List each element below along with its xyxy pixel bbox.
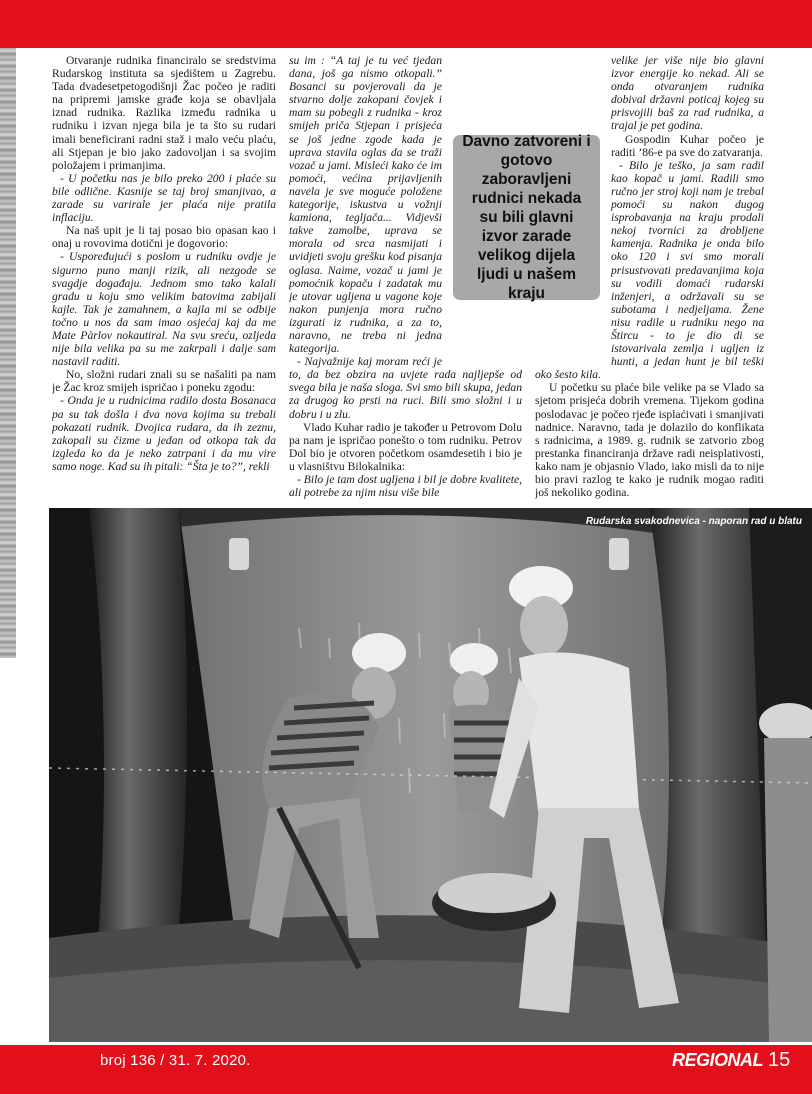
article-paragraph: - Bilo je teško, ja sam radil kao kopač u jami. Radili smo ručno jer stroj koji nam je trebal pomoći su nakon dugog isprobavanja na kraju prodali nekoj tvornici za drobljene kamenja. Radnika je onda bilo oko 120 i svi smo morali prisustvovati predavanjima koja su vodili domaći rudarski inženjeri, a održavali su se subotama i nedjeljama. Žene nisu radile u rudniku nego na Štircu - to je dio di se istovarivala zemlja i ugljen iz hunti, a jedan hunt je bil teški oko šesto kila. — [535, 158, 764, 382]
article-paragraph: U početku su plaće bile velike pa se Vlado sa sjetom prisjeća dobrih vremena. Tijekom godina poslodavac je počeo rjeđe isplaćivati i smanjivati nadnice. Naravno, tada je dolazilo do konflikata s radnicima, a 1989. g. rudnik se zatvorio zbog prestanka financiranja države radi neisplativosti, kako nam je objasnio Vlado, iako misli da to nije bio pravi razlog te kako je rudnik mogao raditi još nekoliko godina. — [535, 381, 764, 500]
adjacent-page-edge — [0, 48, 16, 658]
photo-caption: Rudarska svakodnevica - naporan rad u blatu — [585, 516, 802, 527]
article-paragraph: su im : “A taj je tu već tjedan dana, još ga nismo otkopali.” Bosanci su povjerovali da je stvarno dolje zakopani čovjek i mam su pobegli z rudnika - kroz smijeh priča Stjepan i prisjeća se još jedne zgode kada je uprava stavila oglas da se traži vozač u jami. Misleći kako će im pomoći, većina prijavljenih navela je sve moguće položene kategorije, iskustva u vožnji kamiona, tegljača... Vidjevši takve zamolbe, uprava se morala od srca nasmijati i uvidjeti svoju grešku kod pisanja oglasa. Naime, vozač u jami je pomoćnik kopaču i zadatak mu je utovar ugljena u vagone koje nakon punjenja mora ručno izgurati iz rudnika, a za to, naravno, ne treba ni jedna kategorija. — [289, 54, 442, 356]
article-paragraph: Gospodin Kuhar počeo je raditi ’86-e pa sve do zatvaranja. — [611, 132, 764, 159]
top-red-bar — [0, 0, 812, 48]
miners-photo — [49, 508, 812, 1042]
pull-quote-text: Davno zatvoreni i gotovo zaboravljeni rudnici nekada su bili glavni izvor zarade velikog dijela ljudi u našem kraju — [462, 133, 591, 302]
issue-info: broj 136 / 31. 7. 2020. — [100, 1052, 251, 1069]
miners-photo-image — [49, 508, 812, 1042]
page-number: 15 — [768, 1049, 791, 1071]
article-paragraph: - Bilo je tam dost ugljena i bil je dobre kvalitete, ali potrebe za njim nisu više bile — [289, 473, 522, 500]
article-paragraph: Otvaranje rudnika financiralo se sredstvima Rudarskog instituta sa sjedištem u Zagrebu. Tada dvadesetpetogodišnji Žac počeo je raditi na pripremi jamske građe koja se obavljala iznad rudnika. Razlika između radnika u rudniku i izvan njega bila je ta što su rudari imali beneficirani radni staž i malo veću plaću, ali Stjepan je bio jako zadovoljan i sa svojim položajem i primanjima. — [52, 54, 276, 172]
article-paragraph: - U početku nas je bilo preko 200 i plaće su bile odlične. Kasnije se taj broj smanjivao, a zarade su varirale jer plaća nije pratila inflaciju. — [52, 171, 276, 225]
article-paragraph: velike jer više nije bio glavni izvor energije ko nekad. Ali se onda otvaranjem rudnika dobival državni poticaj kojeg su prisvojili baš za rad rudnika, a trajal je pet godina. — [611, 54, 764, 133]
article-paragraph: No, složni rudari znali su se našaliti pa nam je Žac kroz smijeh ispričao i poneku zgodu: — [52, 368, 276, 395]
article-paragraph: Vlado Kuhar radio je također u Petrovom Dolu pa nam je ispričao ponešto o tom rudniku. Petrov Dol bio je otvoren početkom osamdesetih i bio je u vlasništvu Bilokalnika: — [289, 420, 522, 473]
pull-quote — [446, 128, 607, 307]
brand-logo: REGIONAL — [672, 1050, 764, 1070]
article-column-1 — [52, 54, 276, 500]
article-paragraph: - Najvažnije kaj moram reći je to, da bez obzira na uvjete rada najljepše od svega bila je naša sloga. Svi smo bili skupa, jedan za drugog ko prsti na ruci. Bili smo složni i u dobru i u zlu. — [289, 355, 522, 421]
article-paragraph: Na naš upit je li taj posao bio opasan kao i onaj u rovovima dotični je dogovorio: — [52, 224, 276, 251]
article-paragraph: - Onda je u rudnicima radilo dosta Bosanaca pa su tak došla i dva nova kojima su trebali pokazati rudnik. Dvojica rudara, da ih zeznu, zakopali su čizme u jedan od otkopa tak da izgleda ko da je neko zatrpani i da mu vire samo noge. Kad su ih pitali: “Šta je to?”, rekli — [52, 394, 276, 473]
article-paragraph: - Uspoređujući s poslom u rudniku ovdje je sigurno puno manji rizik, ali nezgode se svagdje događaju. Jednom smo tako kalali gradu u koju smo velikim batovima zabijali kajle. Tak je zamahnem, a kajla mi se odbije točno u nos da sam imao osjećaj kaj da me Mate Pàrlov nokautiral. Na svu sreću, ozljeda nije bila velika pa su me zakrpali i dalje sam nastavil raditi. — [52, 250, 276, 369]
